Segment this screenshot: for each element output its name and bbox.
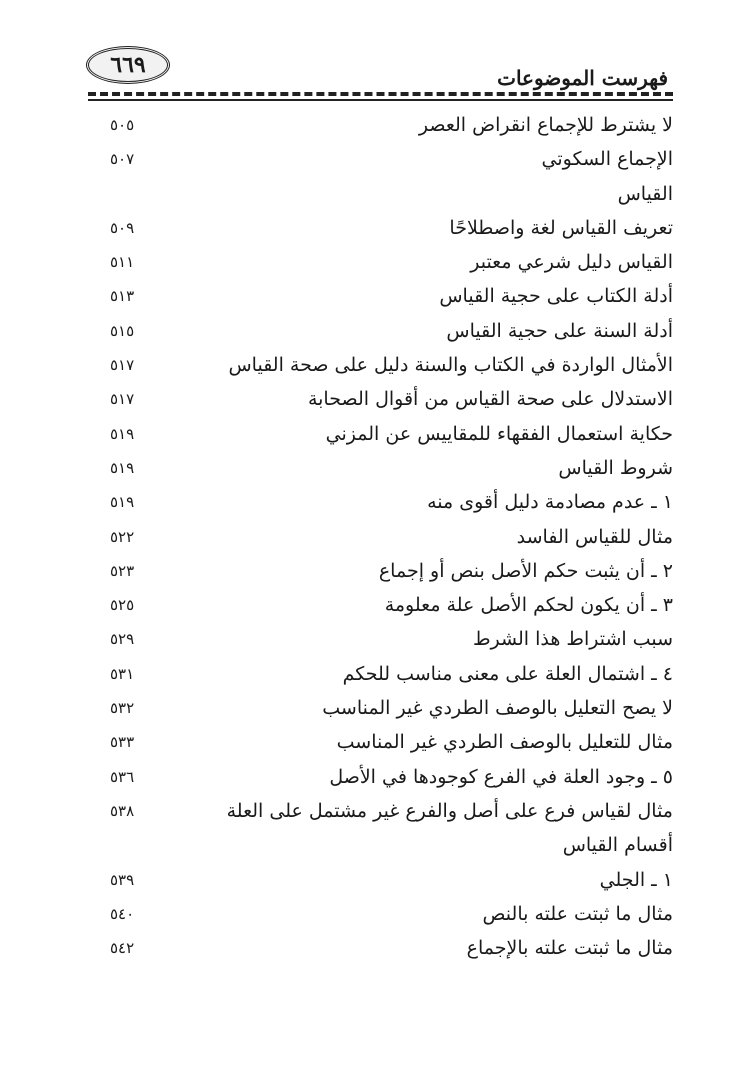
toc-entry-page: ٥١٥ <box>110 321 135 340</box>
toc-entry <box>88 590 673 624</box>
toc-entry-page: ٥٠٥ <box>110 116 135 134</box>
toc-entry-title: أدلة السنة على حجية القياس <box>446 319 673 342</box>
toc-entry-page: ٥١٧ <box>110 356 135 375</box>
toc-entry-page: ٥٣١ <box>110 664 135 683</box>
toc-entry-page: ٥٤٠ <box>110 904 135 923</box>
toc-entry-title: ٢ ـ أن يثبت حكم الأصل بنص أو إجماع <box>378 559 673 582</box>
toc-entry <box>88 144 673 178</box>
toc-entry-page: ٥٣٢ <box>110 699 135 718</box>
toc-entry <box>88 487 673 521</box>
toc-entry-page: ٥٠٩ <box>110 218 135 237</box>
toc-entry-title: ١ ـ الجلي <box>599 868 673 891</box>
toc-entry-title: مثال للقياس الفاسد <box>516 525 673 548</box>
toc-entry-page: ٥١٧ <box>110 390 135 409</box>
toc-entry <box>88 762 673 796</box>
page-title: فهرست الموضوعات <box>497 66 668 90</box>
toc-entry-page: ٥١١ <box>110 253 135 272</box>
toc-entry <box>88 659 673 693</box>
toc-entry-title: مثال ما ثبتت علته بالإجماع <box>466 937 673 960</box>
toc-entry-page: ٥٢٥ <box>110 596 135 615</box>
toc-entry-title: ٣ ـ أن يكون لحكم الأصل علة معلومة <box>384 594 673 617</box>
toc-entry-title: ٤ ـ اشتمال العلة على معنى مناسب للحكم <box>342 662 673 685</box>
toc-entry <box>88 933 673 967</box>
toc-entry <box>88 350 673 384</box>
toc-entry-page: ٥٢٩ <box>110 630 135 649</box>
toc-entry <box>88 179 673 213</box>
toc-entry <box>88 556 673 590</box>
toc-entry <box>88 247 673 281</box>
toc-entry-title: أدلة الكتاب على حجية القياس <box>439 285 673 308</box>
toc-entry-title: أقسام القياس <box>562 834 673 857</box>
toc-entry <box>88 384 673 418</box>
table-of-contents <box>88 110 673 967</box>
toc-entry-page: ٥٤٢ <box>110 939 135 958</box>
toc-entry-title: مثال لقياس فرع على أصل والفرع غير مشتمل على العلة <box>226 799 673 822</box>
toc-entry <box>88 316 673 350</box>
toc-entry-page: ٥٣٣ <box>110 733 135 752</box>
toc-entry <box>88 830 673 864</box>
toc-entry <box>88 281 673 315</box>
toc-entry-title: ٥ ـ وجود العلة في الفرع كوجودها في الأصل <box>329 765 673 788</box>
toc-entry-title: لا يصح التعليل بالوصف الطردي غير المناسب <box>322 697 673 720</box>
toc-entry-title: سبب اشتراط هذا الشرط <box>472 628 673 651</box>
header-rule-solid <box>88 99 673 101</box>
toc-entry <box>88 522 673 556</box>
toc-entry <box>88 213 673 247</box>
toc-entry <box>88 453 673 487</box>
toc-entry-page: ٥٣٦ <box>110 767 135 786</box>
toc-entry <box>88 727 673 761</box>
toc-entry-page: ٥١٩ <box>110 424 135 443</box>
toc-entry <box>88 865 673 899</box>
toc-entry-page: ٥١٣ <box>110 287 135 306</box>
toc-entry-title: الاستدلال على صحة القياس من أقوال الصحابة <box>307 388 673 411</box>
toc-entry-title: الإجماع السكوتي <box>541 148 673 171</box>
page-number-badge <box>86 46 170 84</box>
toc-entry-title: الأمثال الواردة في الكتاب والسنة دليل على صحة القياس <box>228 354 673 377</box>
toc-entry <box>88 624 673 658</box>
toc-entry-title: لا يشترط للإجماع انقراض العصر <box>418 114 673 136</box>
toc-entry-title: مثال ما ثبتت علته بالنص <box>482 902 673 925</box>
toc-entry-title: القياس دليل شرعي معتبر <box>470 251 673 274</box>
toc-entry-page: ٥٣٨ <box>110 801 135 820</box>
toc-entry-title: تعريف القياس لغة واصطلاحًا <box>449 216 673 239</box>
toc-entry-page: ٥١٩ <box>110 493 135 512</box>
toc-entry <box>88 419 673 453</box>
toc-entry-page: ٥١٩ <box>110 458 135 477</box>
toc-entry-title: حكاية استعمال الفقهاء للمقاييس عن المزني <box>325 422 673 445</box>
toc-entry-title: شروط القياس <box>558 456 673 479</box>
toc-entry <box>88 110 673 144</box>
toc-entry-page: ٥٠٧ <box>110 150 135 169</box>
toc-entry-title: القياس <box>617 182 673 205</box>
toc-entry-title: مثال للتعليل بالوصف الطردي غير المناسب <box>336 731 673 754</box>
toc-entry <box>88 693 673 727</box>
header-rule-dashed <box>88 92 673 96</box>
toc-entry-page: ٥٢٣ <box>110 561 135 580</box>
toc-entry <box>88 796 673 830</box>
page-number: ٦٦٩ <box>110 52 146 78</box>
toc-entry <box>88 899 673 933</box>
toc-entry-page: ٥٣٩ <box>110 870 135 889</box>
toc-entry-title: ١ ـ عدم مصادمة دليل أقوى منه <box>427 491 673 514</box>
toc-entry-page: ٥٢٢ <box>110 527 135 546</box>
